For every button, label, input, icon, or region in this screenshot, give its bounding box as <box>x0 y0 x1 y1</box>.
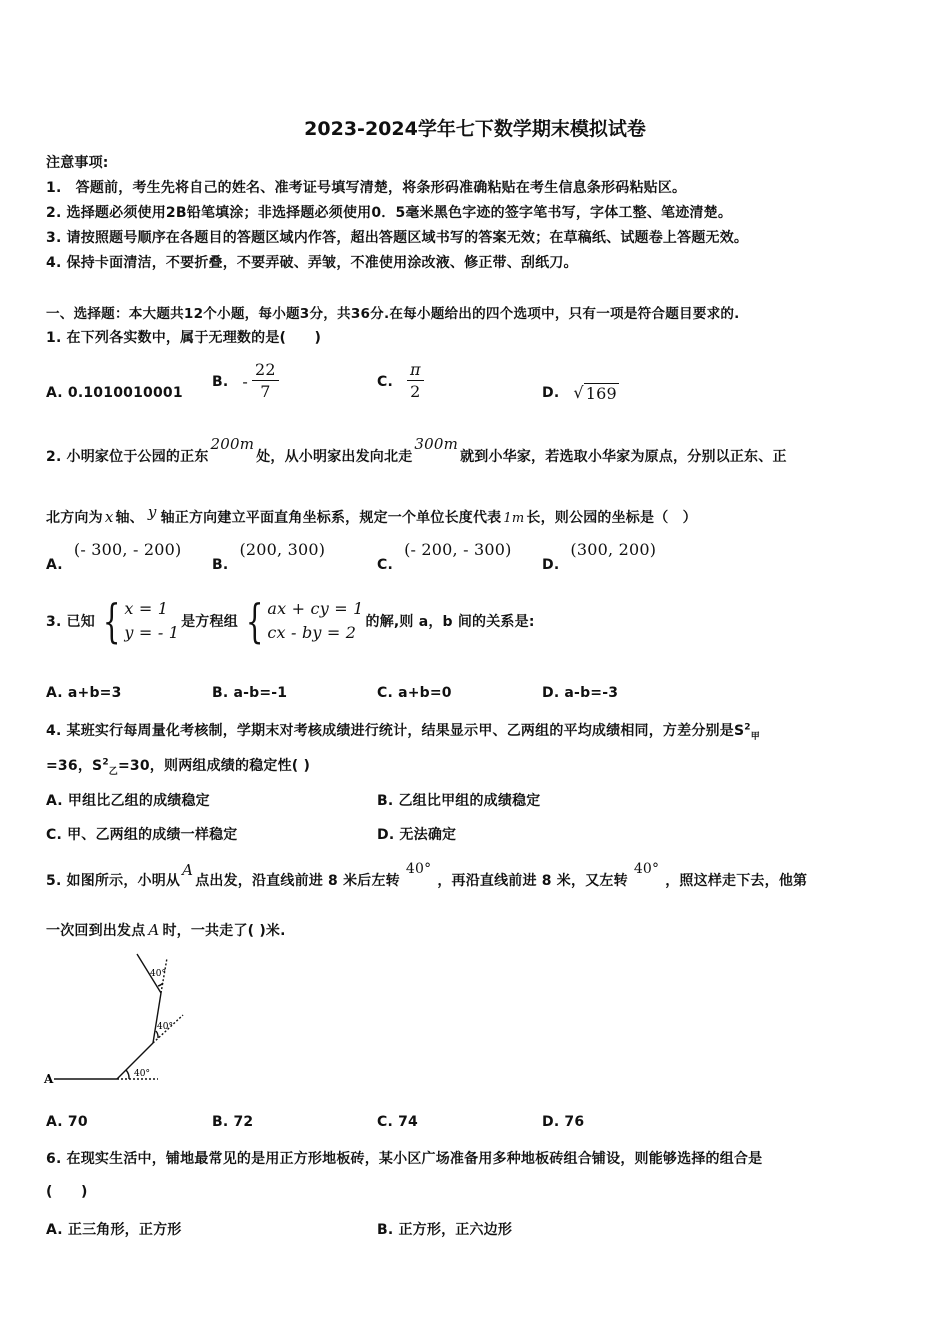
notice-item-1: 1. 答题前，考生先将自己的姓名、准考证号填写清楚，将条形码准确粘贴在考生信息条形码粘贴区。 <box>46 180 687 196</box>
angle-arc-3 <box>158 983 163 986</box>
q2-line-1: 2. 小明家位于公园的正东200m处，从小明家出发向北走300m就到小华家，若选取小华家为原点，分别以正东、正 <box>46 435 787 465</box>
q3-option-c: C. a+b=0 <box>377 685 452 701</box>
q4-line-1: 4. 某班实行每周量化考核制，学期末对考核成绩进行统计，结果显示甲、乙两组的平均成绩相同，方差分别是$S^2_甲$ <box>46 722 760 742</box>
notice-heading: 注意事项: <box>46 155 109 171</box>
q1-option-a: A. 0.1010010001 <box>46 385 183 401</box>
notice-item-4: 4. 保持卡面清洁，不要折叠，不要弄破、弄皱，不准使用涂改液、修正带、刮纸刀。 <box>46 255 578 271</box>
q1-option-b: B. - $\frac{22}{7}$ <box>212 360 279 403</box>
q2-option-a: A. (- 300, - 200) <box>46 540 182 573</box>
q6-option-a: A. 正三角形，正方形 <box>46 1222 182 1238</box>
exam-title: 2023-2024学年七下数学期末模拟试卷 <box>304 118 646 140</box>
q4-line-2: =36，$S^2_乙=30$，则两组成绩的稳定性( ) <box>46 757 311 777</box>
notice-item-2: 2. 选择题必须使用2B铅笔填涂；非选择题必须使用0．5毫米黑色字迹的签字笔书写，字体工整、笔迹清楚。 <box>46 205 733 221</box>
q5-option-d: D. 76 <box>542 1114 585 1130</box>
q5-option-b: B. 72 <box>212 1114 254 1130</box>
section-heading: 一、选择题：本大题共12个小题，每小题3分，共36分.在每小题给出的四个选项中，只有一项是符合题目要求的. <box>46 306 740 322</box>
q3-option-d: D. a-b=-3 <box>542 685 619 701</box>
fig-angle-1: 40° <box>134 1069 150 1079</box>
q6-paren: ( ) <box>46 1184 88 1200</box>
q3-option-a: A. a+b=3 <box>46 685 122 701</box>
q5-option-c: C. 74 <box>377 1114 418 1130</box>
q4-option-a: A. 甲组比乙组的成绩稳定 <box>46 793 210 809</box>
q1-option-c: C. $\frac{\pi}{2}$ <box>377 360 424 403</box>
q2-line-2: 北方向为 x 轴、 y 轴正方向建立平面直角坐标系，规定一个单位长度代表 1m 长，则公园的坐标是（ ） <box>46 503 697 526</box>
q2-option-d: D. (300, 200) <box>542 540 657 573</box>
q5-line-1: 5. 如图所示，小明从A点出发，沿直线前进 8 米后左转40°，再沿直线前进 8 米，又左转40°，照这样走下去，他第 <box>46 861 808 889</box>
notice-item-3: 3. 请按照题号顺序在各题目的答题区域内作答，超出答题区域书写的答案无效；在草稿纸、试题卷上答题无效。 <box>46 230 749 246</box>
q5-figure <box>40 948 200 1088</box>
angle-arc-1 <box>126 1070 129 1079</box>
fig-angle-2: 40° <box>157 1022 173 1032</box>
path-segment-3 <box>153 993 161 1043</box>
q3-option-b: B. a-b=-1 <box>212 685 288 701</box>
q2-option-b: B. (200, 300) <box>212 540 326 573</box>
q5-line-2: 一次回到出发点 A 时，一共走了( )米. <box>46 921 286 939</box>
fig-point-a: A <box>44 1072 54 1086</box>
q6-option-b: B. 正方形，正六边形 <box>377 1222 513 1238</box>
fig-angle-3: 40° <box>150 969 166 979</box>
angle-arc-2 <box>156 1031 158 1038</box>
q2-option-c: C. (- 200, - 300) <box>377 540 512 573</box>
q5-option-a: A. 70 <box>46 1114 88 1130</box>
q4-option-b: B. 乙组比甲组的成绩稳定 <box>377 793 541 809</box>
q1-stem: 1. 在下列各实数中，属于无理数的是( ) <box>46 330 322 346</box>
q3-stem: 3. 已知 { x = 1 y = - 1 是方程组 { ax + cy = 1 cx - by = 2 的解,则 a，b 间的关系是: <box>46 594 535 648</box>
q4-option-d: D. 无法确定 <box>377 827 457 843</box>
q6-stem: 6. 在现实生活中，铺地最常见的是用正方形地板砖，某小区广场准备用多种地板砖组合铺设，则能够选择的组合是 <box>46 1151 763 1167</box>
q4-option-c: C. 甲、乙两组的成绩一样稳定 <box>46 827 238 843</box>
q1-option-d: D. √ 169 <box>542 383 617 403</box>
